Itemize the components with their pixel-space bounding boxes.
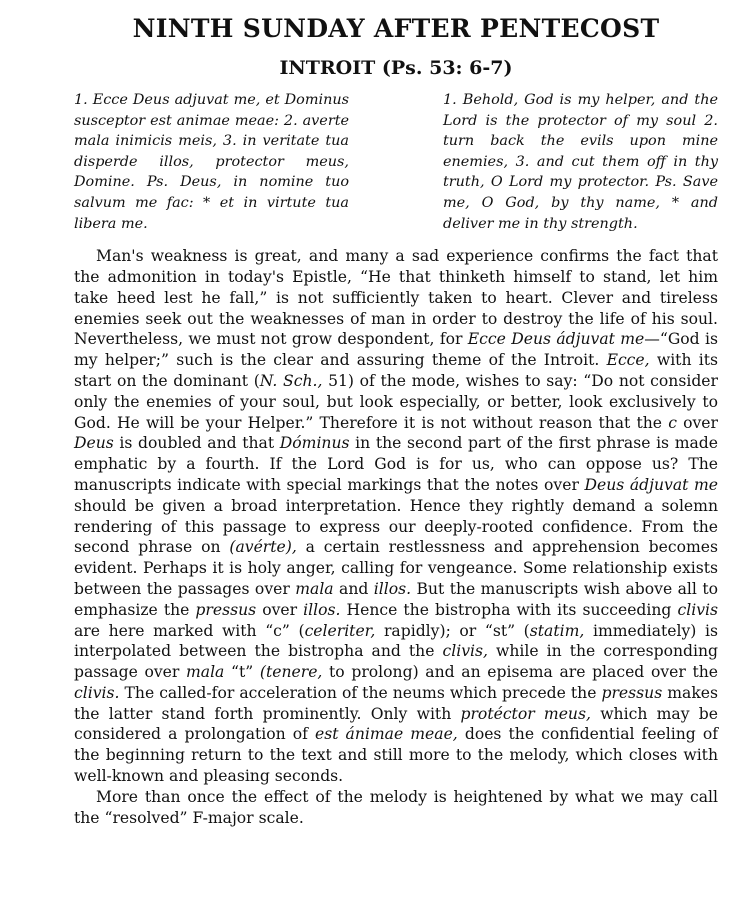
italic-segment: est ánimae meae, [314,725,458,744]
italic-segment: Deus ádjuvat me [584,475,718,494]
text-segment: But the manuscripts wish above all to emphasize the [74,579,718,619]
italic-segment: Behold, God is my helper, and the Lord is the protector of my soul [443,92,718,129]
text-segment: in the second part of the first phrase is made emphatic by a fourth. If the Lord God is for us, who can oppose us? The manuscripts indicate with special markings that the notes over [74,434,718,494]
italic-segment: pressus [195,600,257,619]
text-segment: 2. [278,112,303,129]
italic-segment: and cut them off in thy truth, O Lord my protector. [443,153,718,191]
italic-segment: mala [295,579,334,598]
page-title: NINTH SUNDAY AFTER PENTECOST [132,14,660,43]
text-segment: should be given a broad interpretation. Hence they rightly demand a solemn rendering of this passage to express our deeply-rooted confidence. From the second phrase on [74,496,718,557]
text-segment: 51) of the mode, wishes to say: “Do not consider only the enemies of your soul, but look especially, or better, look exclusively to God. He will be your Helper.” Therefore it is not without reason that the [74,371,718,432]
italic-segment: clivis. [74,683,120,702]
italic-segment: pressus [601,683,663,702]
text-segment: to prolong) and an episema are placed over the [322,663,719,682]
text-segment: 1. [443,92,463,108]
text-segment: 3. [216,133,243,150]
italic-segment: turn back the evils upon mine enemies, [443,133,718,170]
italic-segment: N. Sch., [259,371,323,390]
text-segment: 1. [74,92,93,108]
italic-segment: statim, [529,621,585,640]
text-segment: rapidly); or “st” ( [375,621,530,640]
italic-segment: mala [185,663,225,682]
text-segment: with its start on the dominant ( [74,351,718,390]
italic-segment: Deus [74,434,114,453]
italic-segment: protéctor meus, [460,704,591,723]
text-segment: over [676,413,718,432]
text-segment: —“God is my helper;” such is the clear and assuring theme of the Introit. [74,330,718,370]
italic-segment: illos. [303,600,341,619]
commentary [74,246,718,828]
italic-segment: illos. [373,579,412,598]
text-segment: while in the corresponding passage over [74,642,718,682]
italic-segment: clivis [677,600,718,619]
italic-segment: c [668,413,677,432]
italic-segment: Save me, O God, by thy name, * and deliver me in thy strength. [443,174,719,232]
introit-text-columns [74,90,718,234]
italic-segment: in veritate tua disperde illos, protector meus, Domine. [74,133,349,191]
text-segment: does the confidential feeling of the beginning return to the text and still more to the melody, which closes with well-known and pleasing seconds. [74,725,719,786]
text-segment: The called-for acceleration of the neums which precede the [119,683,602,702]
text-segment: Man's weakness is great, and many a sad experience confirms the fact that the admonition in today's Epistle, “He that thinketh himself to stand, let him take heed lest he fall,” is not sufficiently taken to heart. Clever and tireless enemies seek out the weaknesses of man in order to destroy the life of his soul. Nevertheless, we must not grow despondent, for [74,247,718,349]
text-segment: Ps. [649,174,683,191]
italic-segment: (tenere, [259,663,323,682]
text-segment: is doubled and that [113,434,280,453]
text-segment: “t” [224,663,260,682]
italic-segment: Dóminus [279,434,350,453]
italic-segment: clivis, [442,642,488,661]
text-segment: More than once the effect of the melody is heightened by what we may call the “resolved” F-major scale. [74,787,718,827]
text-segment: a certain restlessness and apprehension becomes evident. Perhaps it is holy anger, calling for vengeance. Some relationship exists between the passages over [74,538,718,598]
text-segment: and [333,579,374,598]
latin-column [74,90,349,234]
text-segment: which may be considered a prolongation of [74,704,718,744]
text-segment: makes the latter stand forth prominently. Only with [74,683,718,723]
text-segment: 3. [508,153,537,170]
section-name: INTROIT [279,57,376,79]
italic-segment: Ecce Deus adjuvat me, et Dominus susceptor est animae meae: [74,92,349,129]
text-segment: Ps. [134,174,181,191]
section-heading [74,56,718,80]
psalm-reference: (Ps. 53: 6-7) [381,57,513,79]
text-segment: Hence the bistropha with its succeeding [340,600,678,619]
italic-segment: averte mala inimicis meis, [74,112,349,150]
italic-segment: (avérte), [229,538,297,557]
text-segment: 2. [696,112,718,129]
italic-segment: Ecce, [606,351,650,370]
text-segment: over [256,600,304,619]
commentary-paragraph-2 [74,787,718,829]
italic-segment: celeriter, [304,621,376,640]
english-column [443,90,718,234]
text-segment: immediately) is interpolated between the bistropha and the [74,621,718,661]
text-segment: are here marked with “c” ( [74,621,305,640]
italic-segment: Ecce Deus ádjuvat me [467,330,645,349]
italic-segment: Deus, in nomine tuo salvum me fac: * et in virtute tua libera me. [74,174,349,232]
commentary-paragraph-1 [74,246,718,787]
